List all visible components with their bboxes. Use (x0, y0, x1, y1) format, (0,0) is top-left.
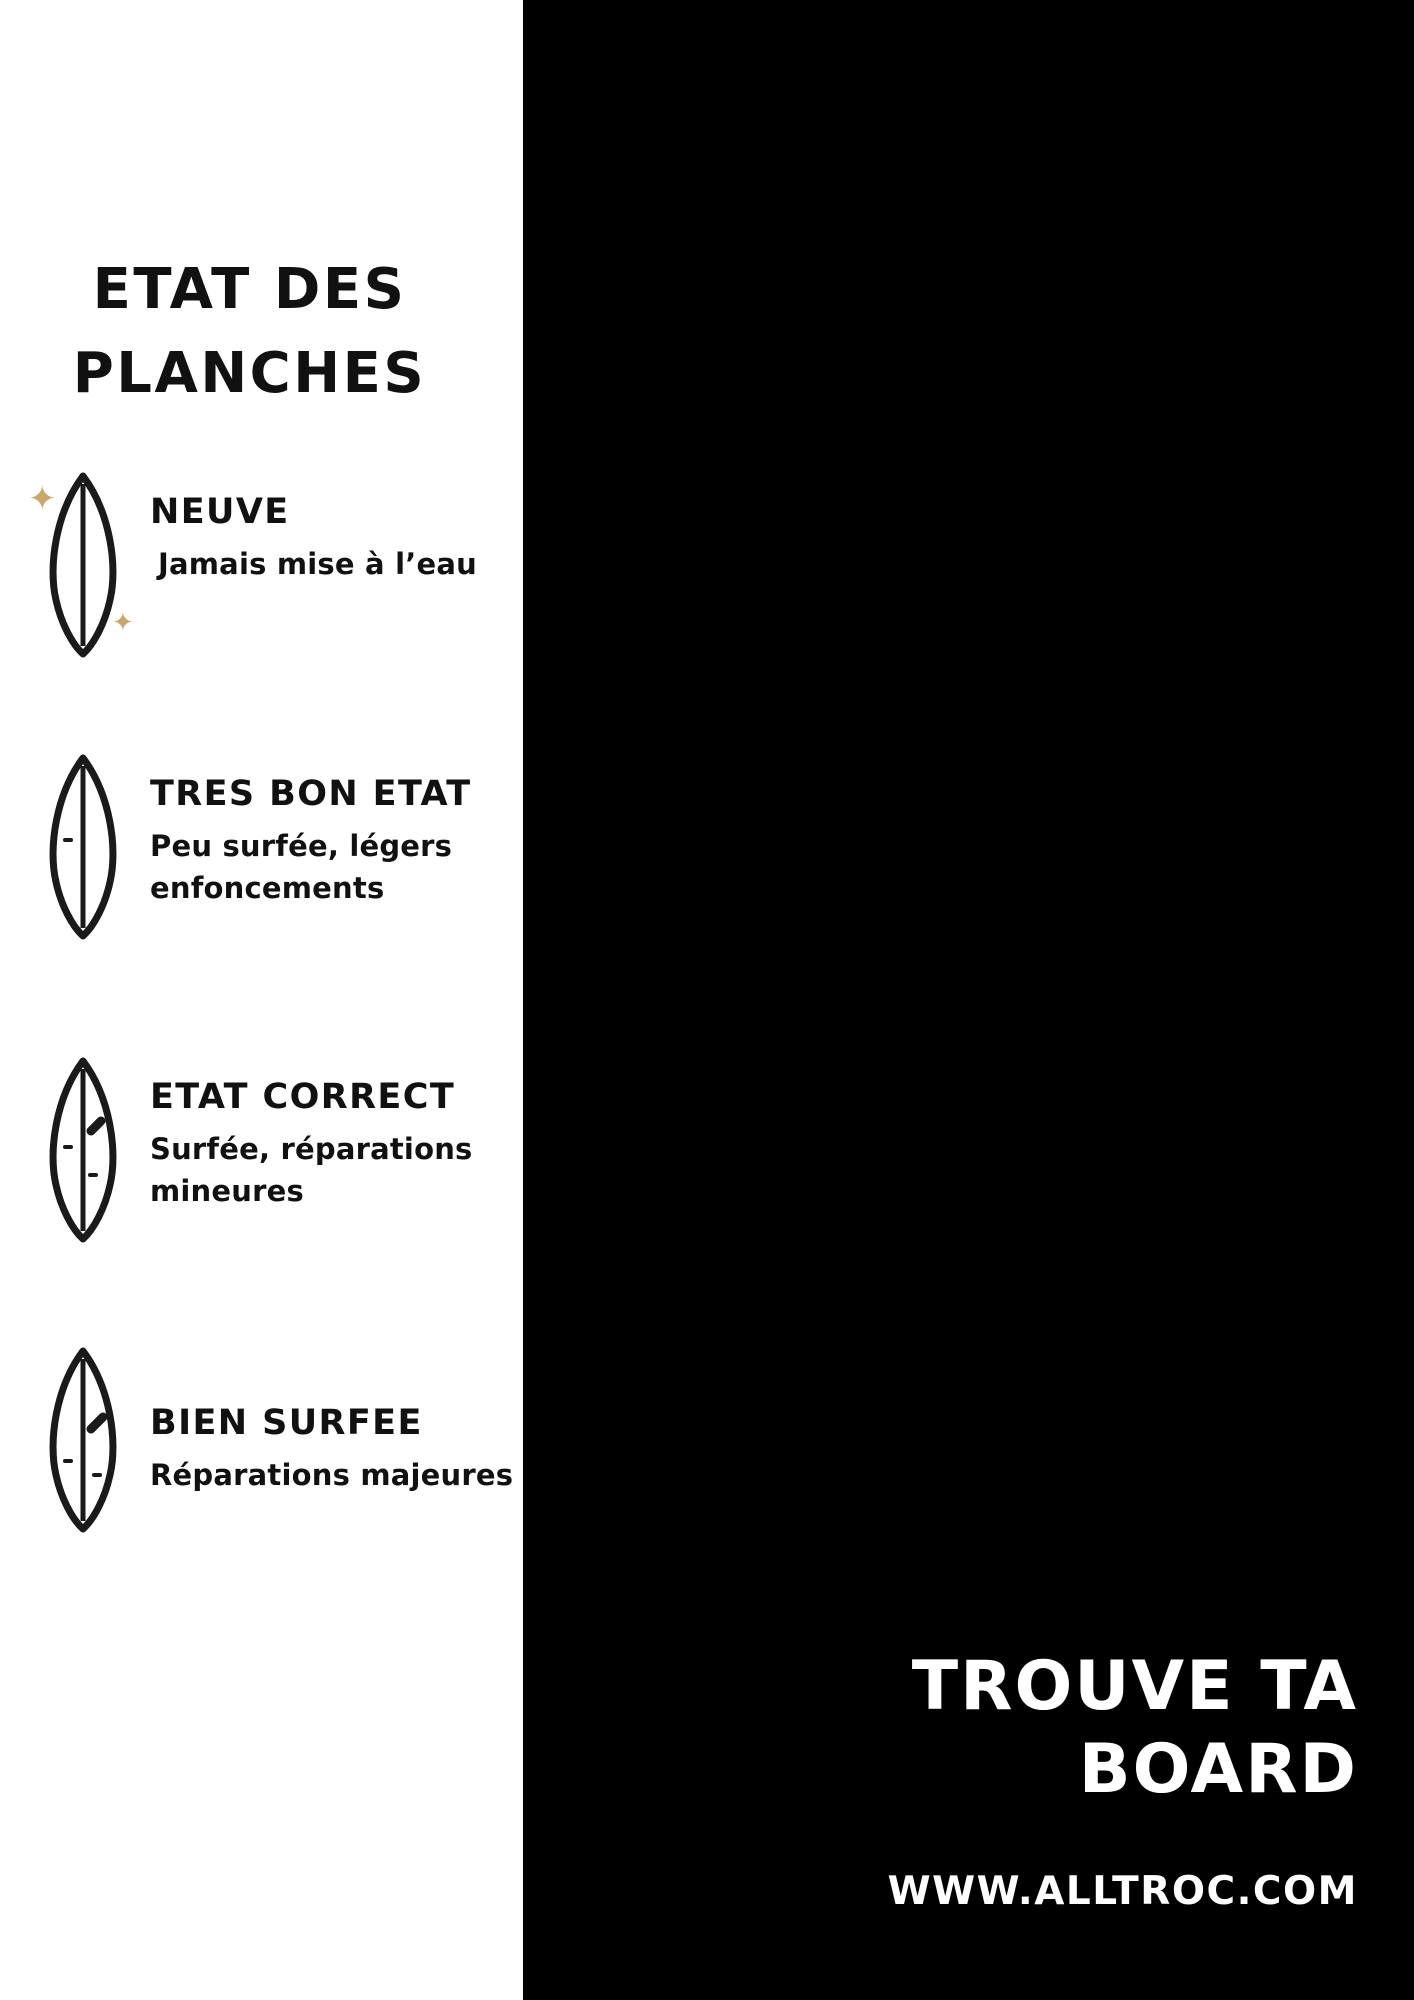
list-item (0, 470, 523, 680)
brand-block (738, 1646, 1358, 1812)
list-item-text (150, 1077, 520, 1212)
website-url[interactable]: WWW.ALLTROC.COM (887, 1869, 1358, 1914)
page-title (0, 248, 523, 416)
condition-label: TRES BON ETAT (150, 774, 472, 814)
condition-description: Jamais mise à l’eau (158, 547, 477, 582)
list-item (0, 752, 523, 962)
list-item-text (150, 774, 520, 909)
surfboard-icon (38, 1345, 128, 1555)
brand-line-1: TROUVE TA (911, 1647, 1358, 1727)
condition-label: NEUVE (150, 492, 290, 532)
condition-description: Surfée, réparations mineures (150, 1132, 473, 1209)
surfboard-icon (38, 1055, 128, 1265)
list-item-text (150, 1403, 520, 1496)
list-item (0, 1345, 523, 1555)
sparkle-icon: ✦ (112, 608, 134, 638)
condition-label: BIEN SURFEE (150, 1403, 423, 1443)
brand-line-2: BOARD (1078, 1730, 1358, 1810)
condition-description: Peu surfée, légers enfoncements (150, 829, 453, 906)
condition-description: Réparations majeures (150, 1458, 514, 1493)
page-title-line-2: PLANCHES (72, 341, 427, 406)
surfboard-icon (38, 752, 128, 962)
condition-label: ETAT CORRECT (150, 1077, 456, 1117)
sparkle-icon: ✦ (28, 479, 57, 519)
list-item (0, 1055, 523, 1265)
list-item-text (150, 492, 520, 585)
content-panel (0, 0, 523, 2000)
brand-panel (523, 0, 1414, 2000)
page-title-line-1: ETAT DES (92, 257, 407, 322)
